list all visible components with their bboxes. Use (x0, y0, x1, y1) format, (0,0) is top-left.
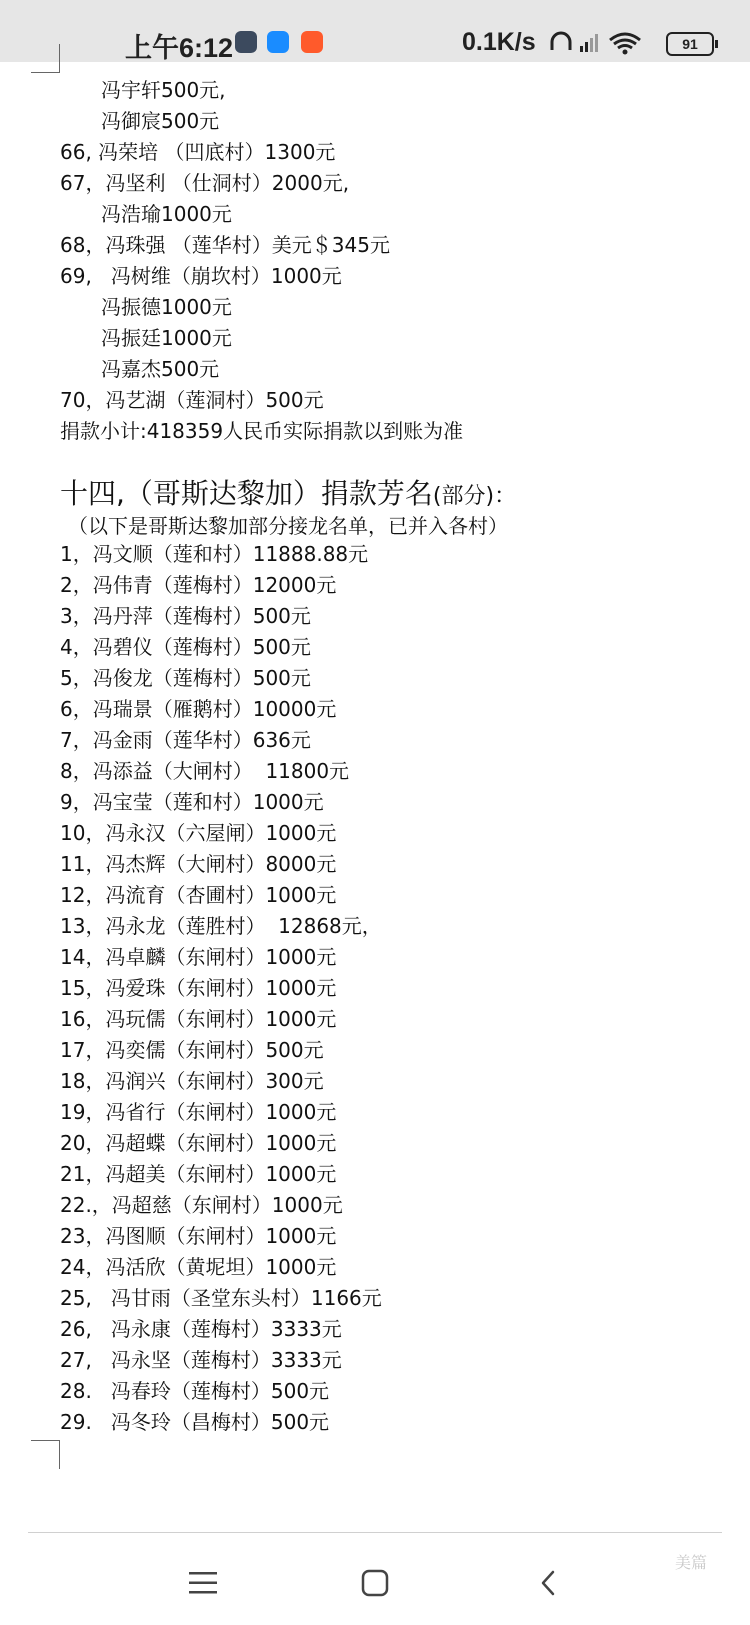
list-item: 27, 冯永坚（莲梅村）3333元 (60, 1348, 342, 1372)
network-speed: 0.1K/s (462, 28, 536, 56)
list-item: 29. 冯冬玲（昌梅村）500元 (60, 1410, 330, 1434)
settings-app-icon (235, 31, 257, 53)
list-item: 15，冯爱珠（东闸村）1000元 (60, 976, 337, 1000)
headset-icon (552, 33, 570, 50)
list-item: 26, 冯永康（莲梅村）3333元 (60, 1317, 342, 1341)
donor-line: 68，冯珠强 （莲华村）美元＄345元 (60, 233, 390, 257)
list-item: 19，冯省行（东闸村）1000元 (60, 1100, 337, 1124)
battery-level: 91 (682, 36, 698, 52)
subtotal-line: 捐款小计:418359人民币实际捐款以到账为准 (60, 419, 464, 443)
donor-line: 冯浩瑜1000元 (101, 202, 232, 226)
menu-icon (188, 1570, 218, 1596)
list-item: 23，冯图顺（东闸村）1000元 (60, 1224, 337, 1248)
donor-line: 冯御宸500元 (101, 109, 220, 133)
back-button[interactable] (523, 1558, 573, 1608)
list-item: 24，冯活欣（黄坭坦）1000元 (60, 1255, 337, 1279)
status-bar (0, 0, 750, 62)
home-button[interactable] (350, 1558, 400, 1608)
list-item: 7，冯金雨（莲华村）636元 (60, 728, 311, 752)
list-item: 1，冯文顺（莲和村）11888.88元 (60, 542, 369, 566)
donor-line: 冯振廷1000元 (101, 326, 232, 350)
battery-icon (666, 32, 714, 56)
list-item: 25, 冯甘雨（圣堂东头村）1166元 (60, 1286, 382, 1310)
notification-app-icon (267, 31, 289, 53)
list-item: 11，冯杰辉（大闸村）8000元 (60, 852, 337, 876)
list-item: 12，冯流育（杏圃村）1000元 (60, 883, 337, 907)
donor-line: 69, 冯树维（崩坎村）1000元 (60, 264, 342, 288)
donor-line: 67，冯坚利 （仕洞村）2000元, (60, 171, 350, 195)
list-item: 22.，冯超慈（东闸村）1000元 (60, 1193, 343, 1217)
list-item: 14，冯卓麟（东闸村）1000元 (60, 945, 337, 969)
list-item: 5，冯俊龙（莲梅村）500元 (60, 666, 311, 690)
document-content (0, 62, 750, 1527)
list-item: 28. 冯春玲（莲梅村）500元 (60, 1379, 330, 1403)
donor-line: 66, 冯荣培 （凹底村）1300元 (60, 140, 336, 164)
home-icon (361, 1569, 389, 1597)
list-item: 2，冯伟青（莲梅村）12000元 (60, 573, 337, 597)
donor-line: 冯嘉杰500元 (101, 357, 220, 381)
donor-line: 冯宇轩500元, (101, 78, 226, 102)
status-time: 上午6:12 (125, 33, 234, 63)
signal-wifi-icons (548, 28, 658, 58)
list-item: 4，冯碧仪（莲梅村）500元 (60, 635, 311, 659)
list-item: 10，冯永汉（六屋闸）1000元 (60, 821, 337, 845)
signal-icon (580, 34, 598, 52)
list-item: 3，冯丹萍（莲梅村）500元 (60, 604, 311, 628)
list-item: 13，冯永龙（莲胜村） 12868元， (60, 914, 382, 938)
list-item: 18，冯润兴（东闸村）300元 (60, 1069, 324, 1093)
donor-line: 70，冯艺湖（莲洞村）500元 (60, 388, 324, 412)
section-title-text: 十四,（哥斯达黎加）捐款芳名 (60, 477, 433, 510)
watermark: 美篇 (675, 1553, 708, 1572)
navigation-bar (0, 1540, 750, 1625)
donor-line: 冯振德1000元 (101, 295, 232, 319)
list-item: 8，冯添益（大闸村） 11800元 (60, 759, 350, 783)
page-corner-mark (31, 1440, 60, 1469)
list-item: 6，冯瑞景（雁鹅村）10000元 (60, 697, 337, 721)
divider (28, 1532, 722, 1533)
list-item: 17，冯奕儒（东闸村）500元 (60, 1038, 324, 1062)
list-item: 21，冯超美（东闸村）1000元 (60, 1162, 337, 1186)
section-note: （以下是哥斯达黎加部分接龙名单，已并入各村） (68, 514, 508, 538)
section-title (60, 472, 516, 512)
list-item: 9，冯宝莹（莲和村）1000元 (60, 790, 324, 814)
recent-apps-button[interactable] (178, 1558, 228, 1608)
section-title-suffix: (部分)： (432, 484, 517, 509)
page-corner-mark (31, 44, 60, 73)
back-icon (538, 1569, 558, 1597)
social-app-icon (301, 31, 323, 53)
list-item: 16，冯玩儒（东闸村）1000元 (60, 1007, 337, 1031)
wifi-icon (610, 34, 640, 55)
list-item: 20，冯超蝶（东闸村）1000元 (60, 1131, 337, 1155)
